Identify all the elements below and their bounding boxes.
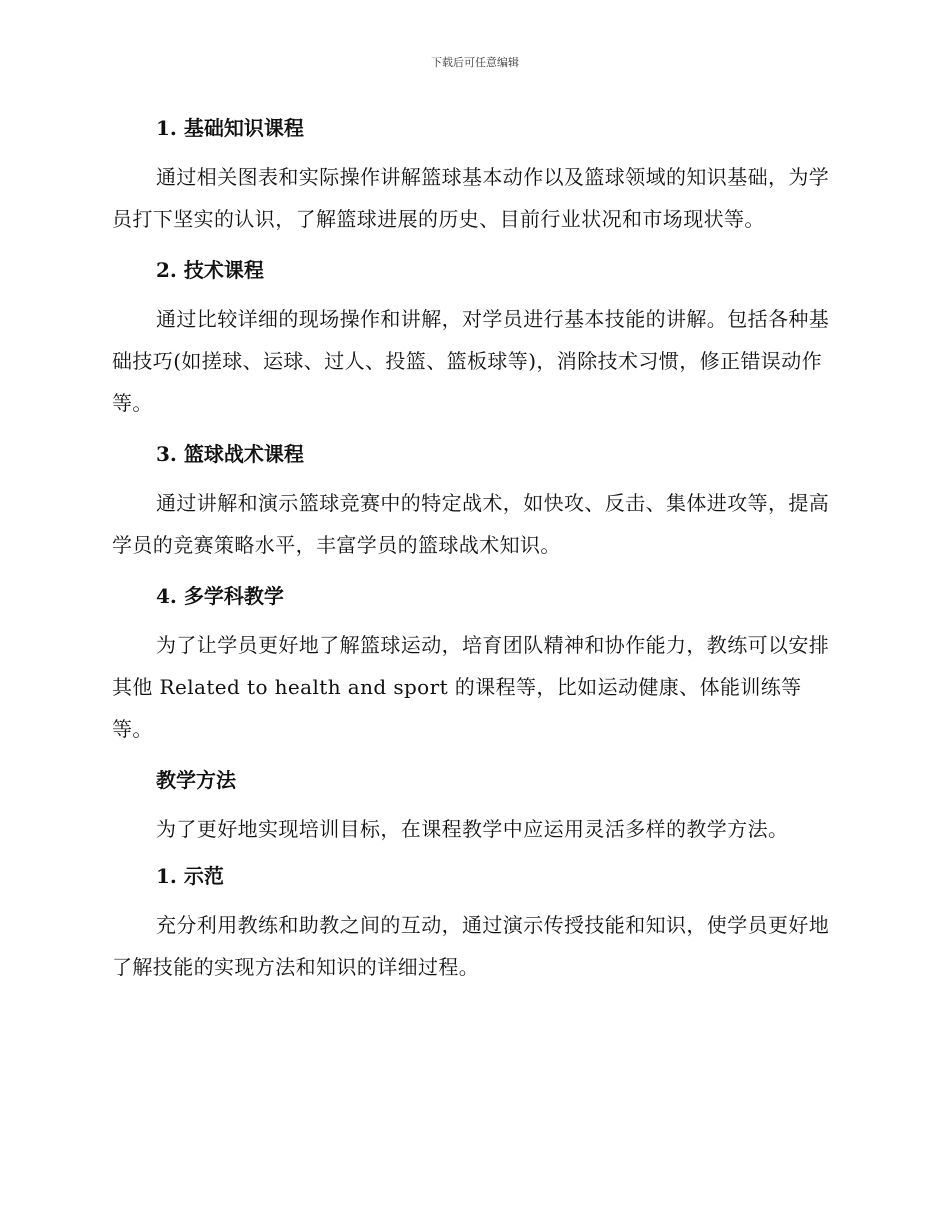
document-body xyxy=(112,110,834,1000)
section-paragraph-basic-knowledge: 通过相关图表和实际操作讲解篮球基本动作以及篮球领域的知识基础，为学员打下坚实的认识，了解篮球进展的历史、目前行业状况和市场现状等。 xyxy=(112,165,830,231)
section-paragraph-demonstration: 充分利用教练和助教之间的互动，通过演示传授技能和知识，使学员更好地了解技能的实现方法和知识的详细过程。 xyxy=(112,913,830,979)
page-header: 下载后可任意编辑 xyxy=(431,56,519,69)
section-heading-basic-knowledge: 1. 基础知识课程 xyxy=(156,116,304,140)
section-heading-multidiscipline: 4. 多学科教学 xyxy=(156,584,284,608)
section-paragraph-teaching-methods: 为了更好地实现培训目标，在课程教学中应运用灵活多样的教学方法。 xyxy=(156,817,789,841)
section-heading-technique: 2. 技术课程 xyxy=(156,258,264,282)
section-heading-teaching-methods: 教学方法 xyxy=(156,768,236,792)
section-paragraph-technique: 通过比较详细的现场操作和讲解，对学员进行基本技能的讲解。包括各种基础技巧(如搓球、运球、过人、投篮、篮板球等)，消除技术习惯，修正错误动作等。 xyxy=(112,307,830,415)
section-paragraph-multidiscipline: 为了让学员更好地了解篮球运动，培育团队精神和协作能力，教练可以安排其他 Related to health and sport 的课程等，比如运动健康、体能训练等等。 xyxy=(112,633,830,741)
section-heading-tactics: 3. 篮球战术课程 xyxy=(156,442,304,466)
section-heading-demonstration: 1. 示范 xyxy=(156,864,224,888)
section-paragraph-tactics: 通过讲解和演示篮球竞赛中的特定战术，如快攻、反击、集体进攻等，提高学员的竞赛策略水平，丰富学员的篮球战术知识。 xyxy=(112,491,830,557)
